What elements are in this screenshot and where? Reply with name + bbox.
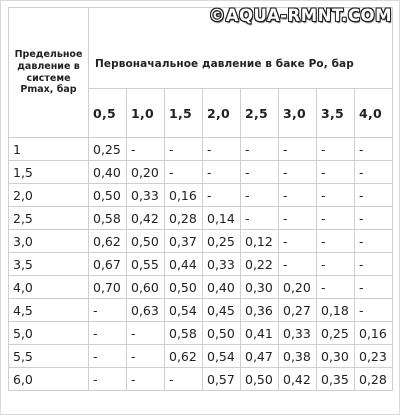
table-row xyxy=(9,230,393,253)
value-cell: 0,35 xyxy=(317,368,355,391)
value-cell: 0,50 xyxy=(127,230,165,253)
value-cell: - xyxy=(89,368,127,391)
table-row xyxy=(9,345,393,368)
value-cell: 0,27 xyxy=(279,299,317,322)
pmax-cell: 2,0 xyxy=(9,184,89,207)
value-cell: 0,57 xyxy=(203,368,241,391)
pmax-cell: 5,5 xyxy=(9,345,89,368)
value-cell: 0,58 xyxy=(89,207,127,230)
value-cell: 0,50 xyxy=(89,184,127,207)
value-cell: - xyxy=(165,161,203,184)
value-cell: 0,42 xyxy=(279,368,317,391)
value-cell: - xyxy=(279,253,317,276)
value-cell: - xyxy=(317,161,355,184)
value-cell: - xyxy=(165,138,203,161)
corner-header-line-2: давление в xyxy=(17,60,80,72)
value-cell: 0,28 xyxy=(355,368,393,391)
value-cell: 0,25 xyxy=(203,230,241,253)
watermark-text: ©AQUA-RMNT.COM xyxy=(208,6,392,25)
value-cell: 0,25 xyxy=(317,322,355,345)
value-cell: 0,62 xyxy=(89,230,127,253)
initial-pressure-header-text: Первоначальное давление в баке Po, бар xyxy=(95,58,354,70)
corner-header xyxy=(9,8,89,138)
value-cell: 0,20 xyxy=(127,161,165,184)
value-cell: - xyxy=(241,184,279,207)
value-cell: - xyxy=(89,322,127,345)
value-cell: - xyxy=(317,230,355,253)
value-cell: 0,16 xyxy=(165,184,203,207)
value-cell: 0,45 xyxy=(203,299,241,322)
pmax-cell: 1 xyxy=(9,138,89,161)
pmax-cell: 4,5 xyxy=(9,299,89,322)
value-cell: - xyxy=(317,207,355,230)
pmax-cell: 2,5 xyxy=(9,207,89,230)
value-cell: - xyxy=(89,299,127,322)
table-row xyxy=(9,138,393,161)
value-cell: - xyxy=(203,184,241,207)
value-cell: 0,40 xyxy=(89,161,127,184)
value-cell: - xyxy=(355,207,393,230)
value-cell: - xyxy=(127,138,165,161)
table-row xyxy=(9,322,393,345)
value-cell: - xyxy=(279,207,317,230)
value-cell: - xyxy=(355,184,393,207)
initial-pressure-cell: 0,5 xyxy=(89,89,127,138)
table-row xyxy=(9,368,393,391)
value-cell: 0,47 xyxy=(241,345,279,368)
table-row xyxy=(9,207,393,230)
value-cell: 0,22 xyxy=(241,253,279,276)
value-cell: - xyxy=(355,161,393,184)
initial-pressure-cell: 3,0 xyxy=(279,89,317,138)
value-cell: - xyxy=(241,207,279,230)
value-cell: 0,55 xyxy=(127,253,165,276)
value-cell: - xyxy=(317,184,355,207)
value-cell: 0,30 xyxy=(241,276,279,299)
value-cell: 0,50 xyxy=(203,322,241,345)
value-cell: - xyxy=(241,138,279,161)
value-cell: 0,23 xyxy=(355,345,393,368)
value-cell: - xyxy=(317,253,355,276)
pmax-cell: 5,0 xyxy=(9,322,89,345)
value-cell: - xyxy=(317,138,355,161)
value-cell: 0,67 xyxy=(89,253,127,276)
value-cell: 0,16 xyxy=(355,322,393,345)
initial-pressure-cell: 1,5 xyxy=(165,89,203,138)
value-cell: - xyxy=(127,345,165,368)
value-cell: - xyxy=(127,368,165,391)
table-row xyxy=(9,184,393,207)
value-cell: 0,41 xyxy=(241,322,279,345)
initial-pressure-cell: 2,0 xyxy=(203,89,241,138)
value-cell: 0,44 xyxy=(165,253,203,276)
pmax-cell: 3,0 xyxy=(9,230,89,253)
value-cell: 0,60 xyxy=(127,276,165,299)
value-cell: 0,63 xyxy=(127,299,165,322)
value-cell: - xyxy=(241,161,279,184)
value-cell: 0,14 xyxy=(203,207,241,230)
value-cell: - xyxy=(279,184,317,207)
value-cell: 0,50 xyxy=(241,368,279,391)
initial-pressure-cell: 4,0 xyxy=(355,89,393,138)
value-cell: - xyxy=(165,368,203,391)
initial-pressure-cell: 2,5 xyxy=(241,89,279,138)
value-cell: 0,28 xyxy=(165,207,203,230)
corner-header-line-4: Pmax, бар xyxy=(20,84,77,96)
table-row xyxy=(9,161,393,184)
table-row xyxy=(9,276,393,299)
value-cell: - xyxy=(355,230,393,253)
value-cell: 0,20 xyxy=(279,276,317,299)
initial-pressure-cell: 1,0 xyxy=(127,89,165,138)
value-cell: 0,38 xyxy=(279,345,317,368)
corner-header-line-1: Предельное xyxy=(14,48,83,60)
value-cell: - xyxy=(203,138,241,161)
value-cell: 0,40 xyxy=(203,276,241,299)
value-cell: 0,36 xyxy=(241,299,279,322)
corner-header-line-3: системе xyxy=(26,72,71,84)
value-cell: - xyxy=(355,276,393,299)
value-cell: 0,30 xyxy=(317,345,355,368)
value-cell: 0,42 xyxy=(127,207,165,230)
value-cell: - xyxy=(279,161,317,184)
value-cell: - xyxy=(317,276,355,299)
table-row xyxy=(9,253,393,276)
pmax-cell: 1,5 xyxy=(9,161,89,184)
value-cell: - xyxy=(355,299,393,322)
value-cell: 0,25 xyxy=(89,138,127,161)
initial-pressure-cell: 3,5 xyxy=(317,89,355,138)
value-cell: 0,33 xyxy=(279,322,317,345)
pmax-cell: 3,5 xyxy=(9,253,89,276)
pmax-cell: 6,0 xyxy=(9,368,89,391)
value-cell: - xyxy=(279,230,317,253)
value-cell: 0,33 xyxy=(203,253,241,276)
table-row xyxy=(9,299,393,322)
value-cell: - xyxy=(203,161,241,184)
value-cell: - xyxy=(279,138,317,161)
value-cell: 0,37 xyxy=(165,230,203,253)
value-cell: 0,54 xyxy=(165,299,203,322)
value-cell: - xyxy=(355,138,393,161)
value-cell: 0,54 xyxy=(203,345,241,368)
initial-pressure-header xyxy=(89,8,393,89)
value-cell: 0,70 xyxy=(89,276,127,299)
table-body xyxy=(9,138,393,391)
value-cell: - xyxy=(355,253,393,276)
value-cell: 0,62 xyxy=(165,345,203,368)
value-cell: - xyxy=(127,322,165,345)
value-cell: - xyxy=(89,345,127,368)
value-cell: 0,33 xyxy=(127,184,165,207)
value-cell: 0,50 xyxy=(165,276,203,299)
pressure-table xyxy=(8,7,393,391)
value-cell: 0,58 xyxy=(165,322,203,345)
pmax-cell: 4,0 xyxy=(9,276,89,299)
value-cell: 0,12 xyxy=(241,230,279,253)
value-cell: 0,18 xyxy=(317,299,355,322)
